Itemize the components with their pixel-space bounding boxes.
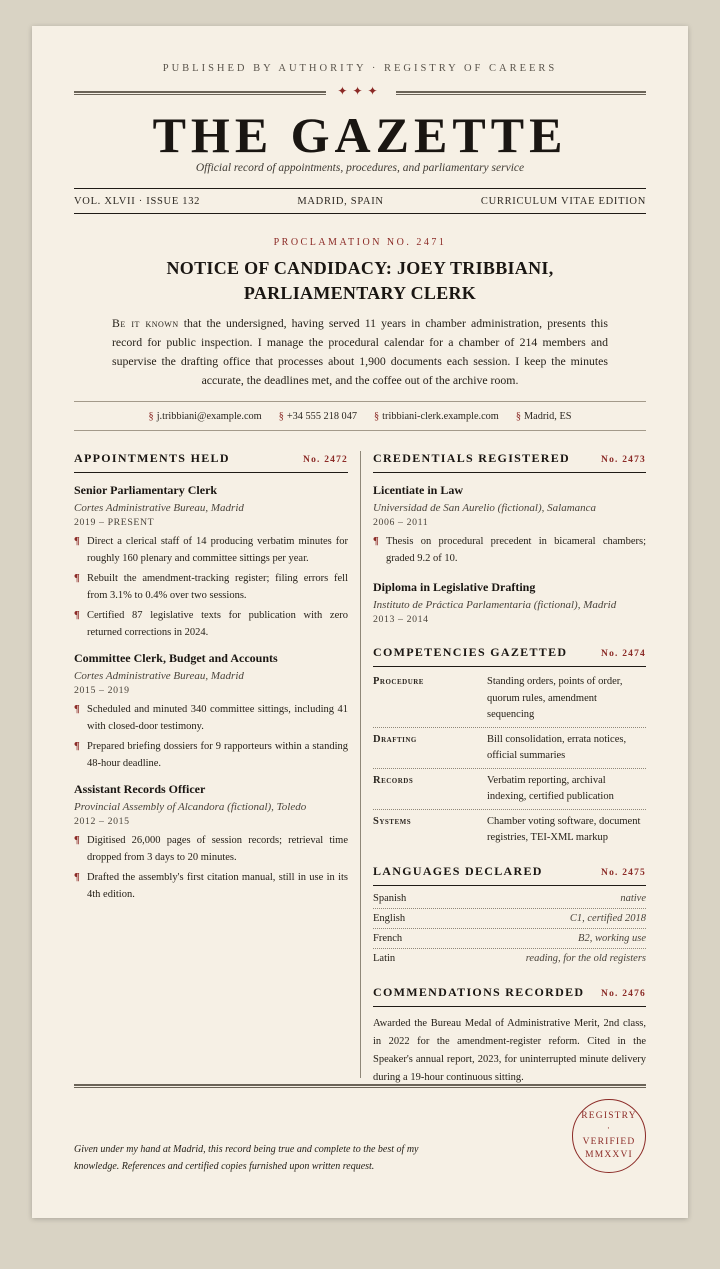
section-title: COMMENDATIONS RECORDED [373, 984, 585, 999]
job-organization: Cortes Administrative Bureau, Madrid [74, 502, 244, 514]
competency-row [373, 670, 646, 728]
issue-meta-bar [74, 188, 646, 214]
masthead-title: THE GAZETTE [152, 107, 568, 163]
credentials-section [373, 451, 646, 627]
language-row [373, 889, 646, 909]
section-number: No. 2475 [601, 867, 646, 878]
contact-phone-item[interactable] [279, 411, 357, 422]
intro-lead: Be it known [112, 316, 179, 330]
language-name: Latin [373, 953, 396, 964]
intro-body: that the undersigned, having served 11 years in chamber administration, presents this record for public inspection. I manage the procedural calendar for a chamber of 214 members and supervise the drafting office that processes about 1,900 documents each session. I keep the minutes accurate, the deadlines met, and the coffee out of the archive room. [112, 316, 608, 387]
section-sign-icon: § [148, 410, 154, 422]
job-dates: 2015 – 2019 [74, 685, 130, 696]
language-row [373, 949, 646, 969]
contact-email-item[interactable] [149, 411, 262, 422]
contact-email[interactable]: j.tribbiani@example.com [156, 410, 262, 422]
competency-key: Procedure [373, 676, 424, 687]
contact-phone[interactable]: +34 555 218 047 [286, 410, 358, 422]
masthead-tagline: Official record of appointments, procedures, and parliamentary service [195, 162, 525, 174]
language-level: reading, for the old registers [525, 953, 646, 964]
competency-row [373, 769, 646, 810]
contact-location: Madrid, ES [523, 410, 572, 422]
job-bullet: ¶ Drafted the assembly's first citation manual, still in use in its 4th edition. [74, 869, 348, 903]
masthead-rule [74, 86, 646, 100]
job-bullet: ¶ Rebuilt the amendment-tracking register; filing errors fell from 3.1% to 0.4% over two sessions. [74, 570, 348, 604]
seal-line-4: MMXXVI [585, 1150, 633, 1160]
section-header [373, 645, 646, 667]
section-number: No. 2474 [601, 649, 646, 659]
job-organization: Provincial Assembly of Alcandora (fictional), Toledo [74, 801, 307, 813]
headline-line-1: NOTICE OF CANDIDACY: JOEY TRIBBIANI, [166, 258, 554, 278]
ornament-icon: ✦✦✦ [337, 84, 383, 98]
issue-edition: CURRICULUM VITAE EDITION [480, 195, 646, 207]
credential-institution: Universidad de San Aurelio (fictional), Salamanca [373, 502, 597, 514]
competency-row [373, 728, 646, 769]
language-level: native [620, 892, 646, 904]
intro-paragraph [112, 314, 608, 390]
job-bullet: ¶ Digitised 26,000 pages of session records; retrieval time dropped from 3 days to 20 minutes. [74, 832, 348, 866]
language-row [373, 929, 646, 949]
credential-institution: Instituto de Práctica Parlamentaria (fictional), Madrid [373, 599, 617, 611]
credential-dates: 2006 – 2011 [373, 517, 429, 528]
languages-section [373, 864, 646, 969]
credential-bullet: ¶ Thesis on procedural precedent in bicameral chambers; graded 9.2 of 10. [373, 533, 646, 567]
competency-key: Systems [373, 815, 412, 827]
commendations-text: Awarded the Bureau Medal of Administrative Merit, 2nd class, in 2022 for the amendment-register reform. Cited in the Speaker's annual report, 2023, for uninterrupted minute delivery during a 19-hour continuous sitting. [373, 1017, 646, 1083]
page-title [74, 256, 646, 306]
job-title: Committee Clerk, Budget and Accounts [74, 651, 278, 665]
section-sign-icon: § [278, 410, 284, 422]
contact-website-item[interactable] [374, 411, 499, 422]
job-bullet: ¶ Certified 87 legislative texts for publication with zero returned corrections in 2024. [74, 607, 348, 641]
job-entry [74, 781, 348, 903]
language-row [373, 909, 646, 929]
seal-line-1: REGISTRY [581, 1111, 637, 1121]
section-header [373, 985, 646, 1007]
issue-volume: VOL. XLVII · ISSUE 132 [74, 195, 201, 207]
proclamation-number: PROCLAMATION NO. 2471 [273, 237, 447, 248]
language-name: English [373, 912, 406, 924]
job-dates: 2012 – 2015 [74, 816, 130, 827]
column-divider [360, 451, 361, 1078]
language-level: C1, certified 2018 [569, 912, 646, 924]
competencies-table [373, 670, 646, 850]
contact-location-item [516, 411, 572, 422]
language-name: French [373, 932, 403, 944]
job-dates: 2019 – PRESENT [74, 517, 155, 528]
job-entry [74, 482, 348, 641]
credential-title: Licentiate in Law [373, 483, 463, 497]
credential-title: Diploma in Legislative Drafting [373, 580, 536, 594]
publisher-line: PUBLISHED BY AUTHORITY · REGISTRY OF CAREERS [162, 63, 558, 74]
section-header [373, 451, 646, 473]
section-sign-icon: § [374, 410, 380, 422]
right-column [373, 451, 646, 1087]
section-number: No. 2473 [601, 455, 646, 465]
competency-key: Records [373, 774, 414, 786]
gazette-content [74, 26, 646, 1218]
contact-website[interactable]: tribbiani-clerk.example.com [382, 410, 499, 422]
job-bullet: ¶ Scheduled and minuted 340 committee sittings, including 41 with closed-door testimony. [74, 701, 348, 735]
credential-entry [373, 579, 646, 627]
job-bullet: ¶ Direct a clerical staff of 14 producing verbatim minutes for roughly 160 plenary and committee sittings per year. [74, 533, 348, 567]
rule-right [396, 91, 646, 95]
languages-list [373, 889, 646, 969]
footer-rule [74, 1084, 646, 1088]
language-name: Spanish [373, 892, 407, 904]
job-title: Senior Parliamentary Clerk [74, 483, 218, 497]
section-title: COMPETENCIES GAZETTED [373, 645, 568, 659]
seal-line-3: VERIFIED [582, 1137, 636, 1147]
competency-row [373, 810, 646, 850]
credential-dates: 2013 – 2014 [373, 614, 429, 625]
job-entry [74, 650, 348, 772]
closing-statement: Given under my hand at Madrid, this record being true and complete to the best of my knowledge. References and certified copies furnished upon written request. [74, 1144, 419, 1172]
competency-key: Drafting [373, 733, 417, 745]
appointments-section [74, 451, 348, 903]
section-number: No. 2476 [601, 988, 646, 999]
section-title: LANGUAGES DECLARED [373, 863, 543, 878]
job-organization: Cortes Administrative Bureau, Madrid [74, 670, 244, 682]
commendations-section [373, 985, 646, 1087]
job-title: Assistant Records Officer [74, 782, 206, 796]
competency-value: Chamber voting software, document registries, TEI-XML markup [487, 815, 641, 843]
section-header [74, 451, 348, 473]
issue-location: MADRID, SPAIN [297, 195, 384, 207]
section-header [373, 864, 646, 886]
language-level: B2, working use [578, 932, 646, 944]
seal-line-2: · [606, 1124, 612, 1134]
competency-value: Verbatim reporting, archival indexing, certified publication [487, 774, 614, 802]
credential-entry [373, 482, 646, 567]
registry-seal [572, 1099, 646, 1173]
section-title: APPOINTMENTS HELD [74, 451, 230, 465]
section-title: CREDENTIALS REGISTERED [373, 451, 570, 465]
section-number: No. 2472 [303, 455, 348, 465]
competencies-section [373, 645, 646, 850]
headline-line-2: PARLIAMENTARY CLERK [243, 283, 477, 303]
gazette-sheet [32, 26, 688, 1218]
contact-bar [74, 401, 646, 431]
job-bullet: ¶ Prepared briefing dossiers for 9 rapporteurs within a standing 48-hour deadline. [74, 738, 348, 772]
competency-value: Standing orders, points of order, quorum rules, amendment sequencing [487, 676, 623, 720]
section-sign-icon: § [515, 410, 521, 422]
competency-value: Bill consolidation, errata notices, official summaries [487, 733, 627, 761]
